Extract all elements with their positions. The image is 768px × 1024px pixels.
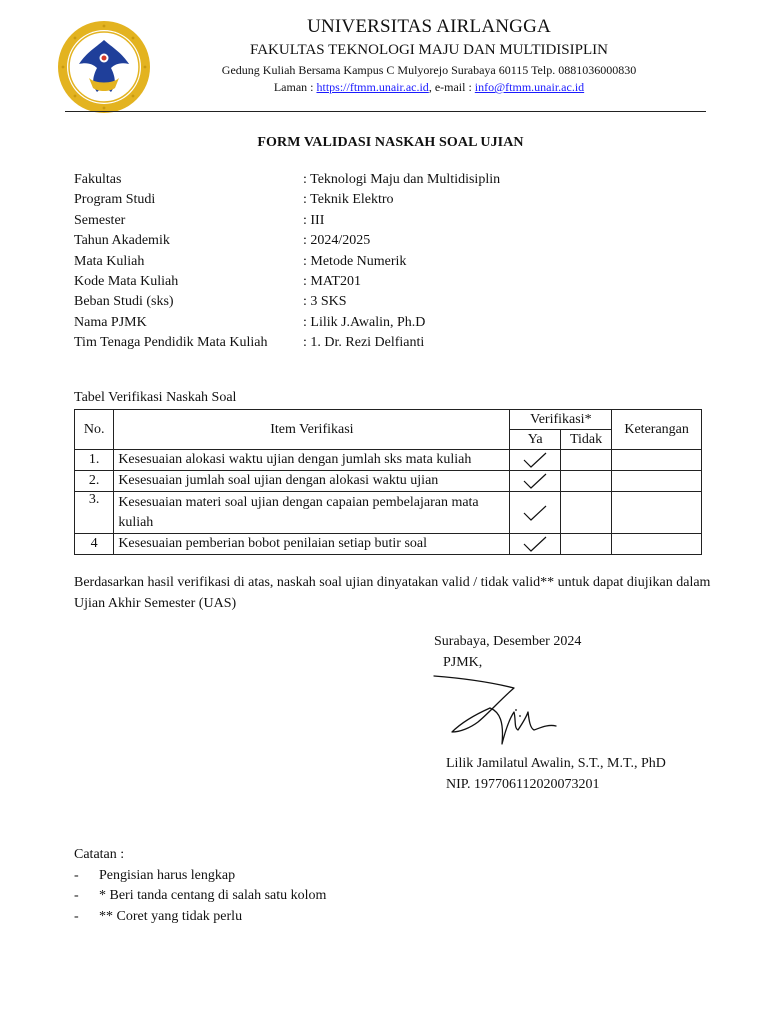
header-divider [65,111,706,112]
info-label: Semester [74,212,126,228]
col-header-no: No. [75,410,114,450]
info-value: : 2024/2025 [303,233,371,249]
tidak-cell[interactable] [560,534,611,555]
email-link[interactable]: info@ftmm.unair.ac.id [474,80,585,94]
website-link[interactable]: https://ftmm.unair.ac.id [316,80,429,94]
checkmark-icon [521,472,549,490]
note-text: * Beri tanda centang di salah satu kolom [99,888,327,904]
note-item [74,866,236,887]
notes-section [74,845,327,927]
info-label: Tim Tenaga Pendidik Mata Kuliah [74,335,268,351]
note-dash: - [74,908,79,924]
verification-table [74,409,702,555]
conclusion-text: Berdasarkan hasil verifikasi di atas, naskah soal ujian dinyatakan valid / tidak valid** untuk dapat diujikan dalam Ujian Akhir Semester (UAS) [74,575,711,611]
info-label: Nama PJMK [74,314,147,330]
info-value: : III [303,212,325,228]
info-value: : Lilik J.Awalin, Ph.D [303,314,426,330]
info-value: : Teknik Elektro [303,192,394,208]
table-row [75,471,702,492]
col-header-item: Item Verifikasi [114,410,510,450]
table-row [75,450,702,471]
row-item: Kesesuaian pemberian bobot penilaian setiap butir soal [114,534,510,555]
handwritten-signature [430,672,562,746]
signer-nip: NIP. 197706112020073201 [446,777,600,792]
ya-cell[interactable] [510,450,560,471]
tidak-cell[interactable] [560,471,611,492]
university-name: UNIVERSITAS AIRLANGGA [307,16,551,37]
keterangan-cell[interactable] [612,492,702,534]
tidak-cell[interactable] [560,492,611,534]
info-label: Fakultas [74,172,122,187]
note-dash: - [74,867,79,883]
keterangan-cell[interactable] [612,534,702,555]
info-value: : Teknologi Maju dan Multidisiplin [303,172,501,187]
table-row [75,492,702,534]
info-value: : Metode Numerik [303,253,407,269]
info-label: Kode Mata Kuliah [74,273,179,289]
table-caption: Tabel Verifikasi Naskah Soal [74,390,237,405]
website-label: Laman : [273,80,317,94]
row-number: 3. [75,492,114,534]
row-item: Kesesuaian materi soal ujian dengan capaian pembelajaran mata kuliah [114,492,510,534]
col-header-verifikasi: Verifikasi* [510,410,612,430]
signer-role: PJMK, [443,655,483,670]
contact-line [0,80,768,95]
info-label: Mata Kuliah [74,253,145,269]
info-label: Beban Studi (sks) [74,294,174,310]
checkmark-icon [521,504,549,522]
note-item [74,886,327,907]
keterangan-cell[interactable] [612,450,702,471]
col-header-ya: Ya [510,430,560,450]
keterangan-cell[interactable] [612,471,702,492]
note-dash: - [74,888,79,904]
info-value: : MAT201 [303,273,361,289]
city-date: Surabaya, Desember 2024 [434,634,582,649]
row-number: 1. [75,450,114,471]
ya-cell[interactable] [510,492,560,534]
checkmark-icon [521,451,549,469]
info-label: Program Studi [74,192,156,208]
notes-title: Catatan : [74,847,125,862]
row-number: 2. [75,471,114,492]
faculty-address: Gedung Kuliah Bersama Kampus C Mulyorejo Surabaya 60115 Telp. 0881036000830 [221,63,637,77]
row-item: Kesesuaian jumlah soal ujian dengan alokasi waktu ujian [114,471,510,492]
note-text: ** Coret yang tidak perlu [99,908,243,924]
info-value: : 1. Dr. Rezi Delfianti [303,335,425,351]
info-label: Tahun Akademik [74,233,170,249]
form-title: FORM VALIDASI NASKAH SOAL UJIAN [257,135,524,150]
email-label: , e-mail : [428,80,475,94]
ya-cell[interactable] [510,471,560,492]
row-item: Kesesuaian alokasi waktu ujian dengan jumlah sks mata kuliah [114,450,510,471]
table-header-row [75,410,702,430]
table-row [75,534,702,555]
col-header-keterangan: Keterangan [612,410,702,450]
row-number: 4 [75,534,114,555]
checkmark-icon [521,535,549,553]
faculty-name: FAKULTAS TEKNOLOGI MAJU DAN MULTIDISIPLIN [250,42,608,58]
info-value: : 3 SKS [303,294,347,310]
col-header-tidak: Tidak [560,430,611,450]
note-item [74,907,243,928]
signer-name: Lilik Jamilatul Awalin, S.T., M.T., PhD [446,756,666,771]
tidak-cell[interactable] [560,450,611,471]
ya-cell[interactable] [510,534,560,555]
note-text: Pengisian harus lengkap [99,867,236,883]
